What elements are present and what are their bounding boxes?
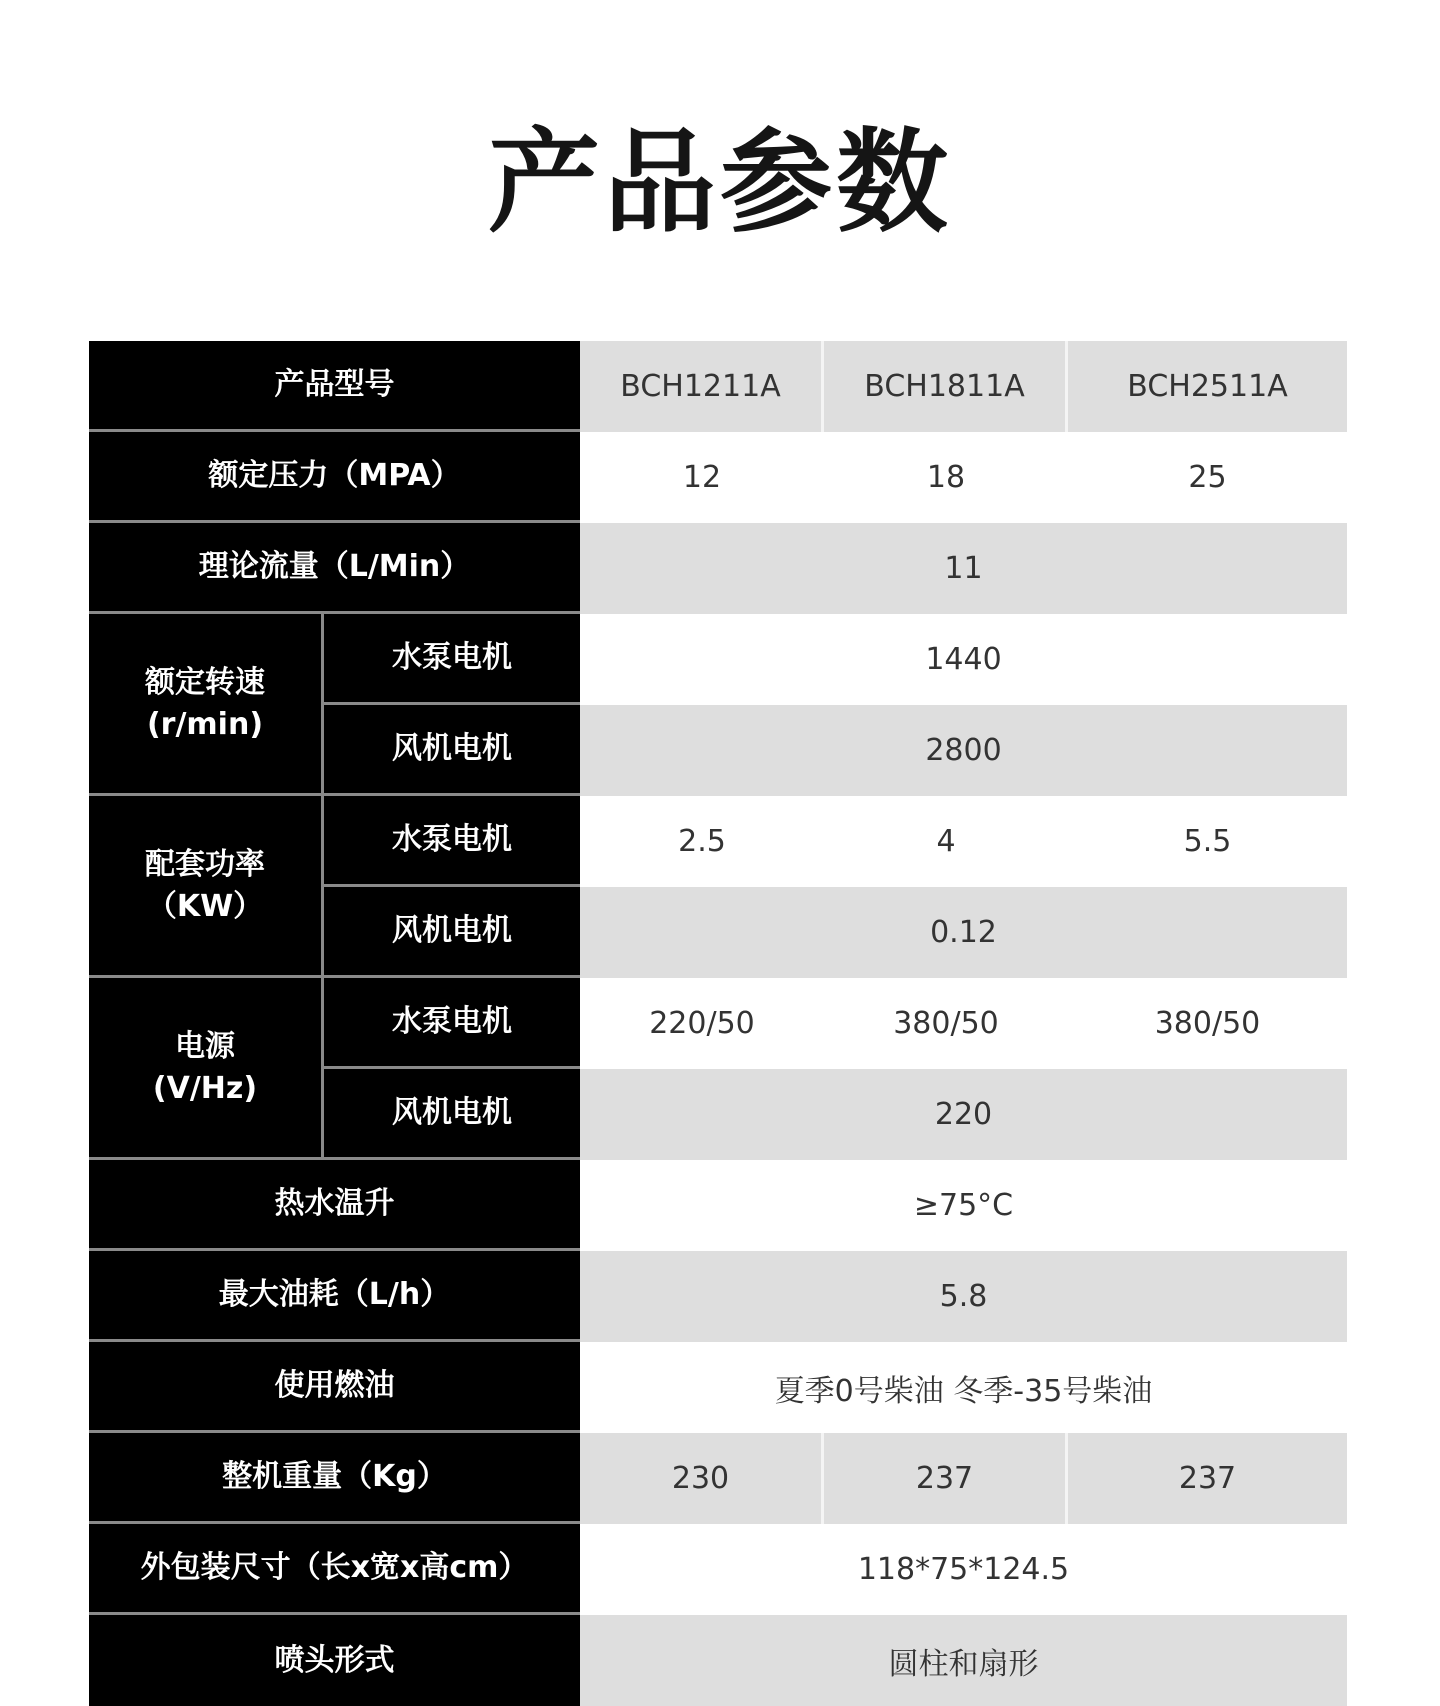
row-label-fuel-consumption: 最大油耗（L/h） <box>89 1251 580 1342</box>
row-label-model: 产品型号 <box>89 341 580 432</box>
spec-table <box>89 341 1347 1706</box>
row-label-nozzle: 喷头形式 <box>89 1615 580 1706</box>
speed-pump-cell: 1440 <box>580 614 1347 705</box>
fuel-consumption-cell: 5.8 <box>580 1251 1347 1342</box>
supply-pump-cell: 380/50 <box>1068 978 1347 1069</box>
row-label-package-size: 外包装尺寸（长x宽x高cm） <box>89 1524 580 1615</box>
group-unit: （KW） <box>146 888 264 924</box>
group-unit: (V/Hz) <box>152 1070 258 1106</box>
pressure-cell: 25 <box>1068 432 1347 523</box>
group-unit: (r/min) <box>146 706 264 742</box>
model-cell: BCH1811A <box>824 341 1068 432</box>
group-title: 配套功率 <box>145 846 265 882</box>
supply-pump-cell: 220/50 <box>580 978 824 1069</box>
sub-label-fan: 风机电机 <box>324 705 580 796</box>
power-pump-cell: 2.5 <box>580 796 824 887</box>
sub-label-pump: 水泵电机 <box>324 978 580 1069</box>
group-label-power <box>89 796 324 978</box>
row-label-fuel-type: 使用燃油 <box>89 1342 580 1433</box>
pressure-cell: 12 <box>580 432 824 523</box>
sub-label-fan: 风机电机 <box>324 1069 580 1160</box>
group-label-speed <box>89 614 324 796</box>
power-pump-cell: 5.5 <box>1068 796 1347 887</box>
weight-cell: 237 <box>1068 1433 1347 1524</box>
temp-rise-cell: ≥75°C <box>580 1160 1347 1251</box>
sub-label-pump: 水泵电机 <box>324 614 580 705</box>
weight-cell: 230 <box>580 1433 824 1524</box>
sub-label-pump: 水泵电机 <box>324 796 580 887</box>
package-size-cell: 118*75*124.5 <box>580 1524 1347 1615</box>
group-title: 电源 <box>175 1028 235 1064</box>
row-label-pressure: 额定压力（MPA） <box>89 432 580 523</box>
weight-cell: 237 <box>824 1433 1068 1524</box>
model-cell: BCH2511A <box>1068 341 1347 432</box>
flow-cell: 11 <box>580 523 1347 614</box>
row-label-temp-rise: 热水温升 <box>89 1160 580 1251</box>
group-label-supply <box>89 978 324 1160</box>
power-pump-cell: 4 <box>824 796 1068 887</box>
row-label-weight: 整机重量（Kg） <box>89 1433 580 1524</box>
sub-label-fan: 风机电机 <box>324 887 580 978</box>
pressure-cell: 18 <box>824 432 1068 523</box>
supply-fan-cell: 220 <box>580 1069 1347 1160</box>
speed-fan-cell: 2800 <box>580 705 1347 796</box>
fuel-type-cell: 夏季0号柴油 冬季-35号柴油 <box>580 1342 1347 1433</box>
supply-pump-cell: 380/50 <box>824 978 1068 1069</box>
nozzle-cell: 圆柱和扇形 <box>580 1615 1347 1706</box>
group-title: 额定转速 <box>145 664 265 700</box>
model-cell: BCH1211A <box>580 341 824 432</box>
row-label-flow: 理论流量（L/Min） <box>89 523 580 614</box>
page-title: 产品参数 <box>488 118 952 248</box>
power-fan-cell: 0.12 <box>580 887 1347 978</box>
